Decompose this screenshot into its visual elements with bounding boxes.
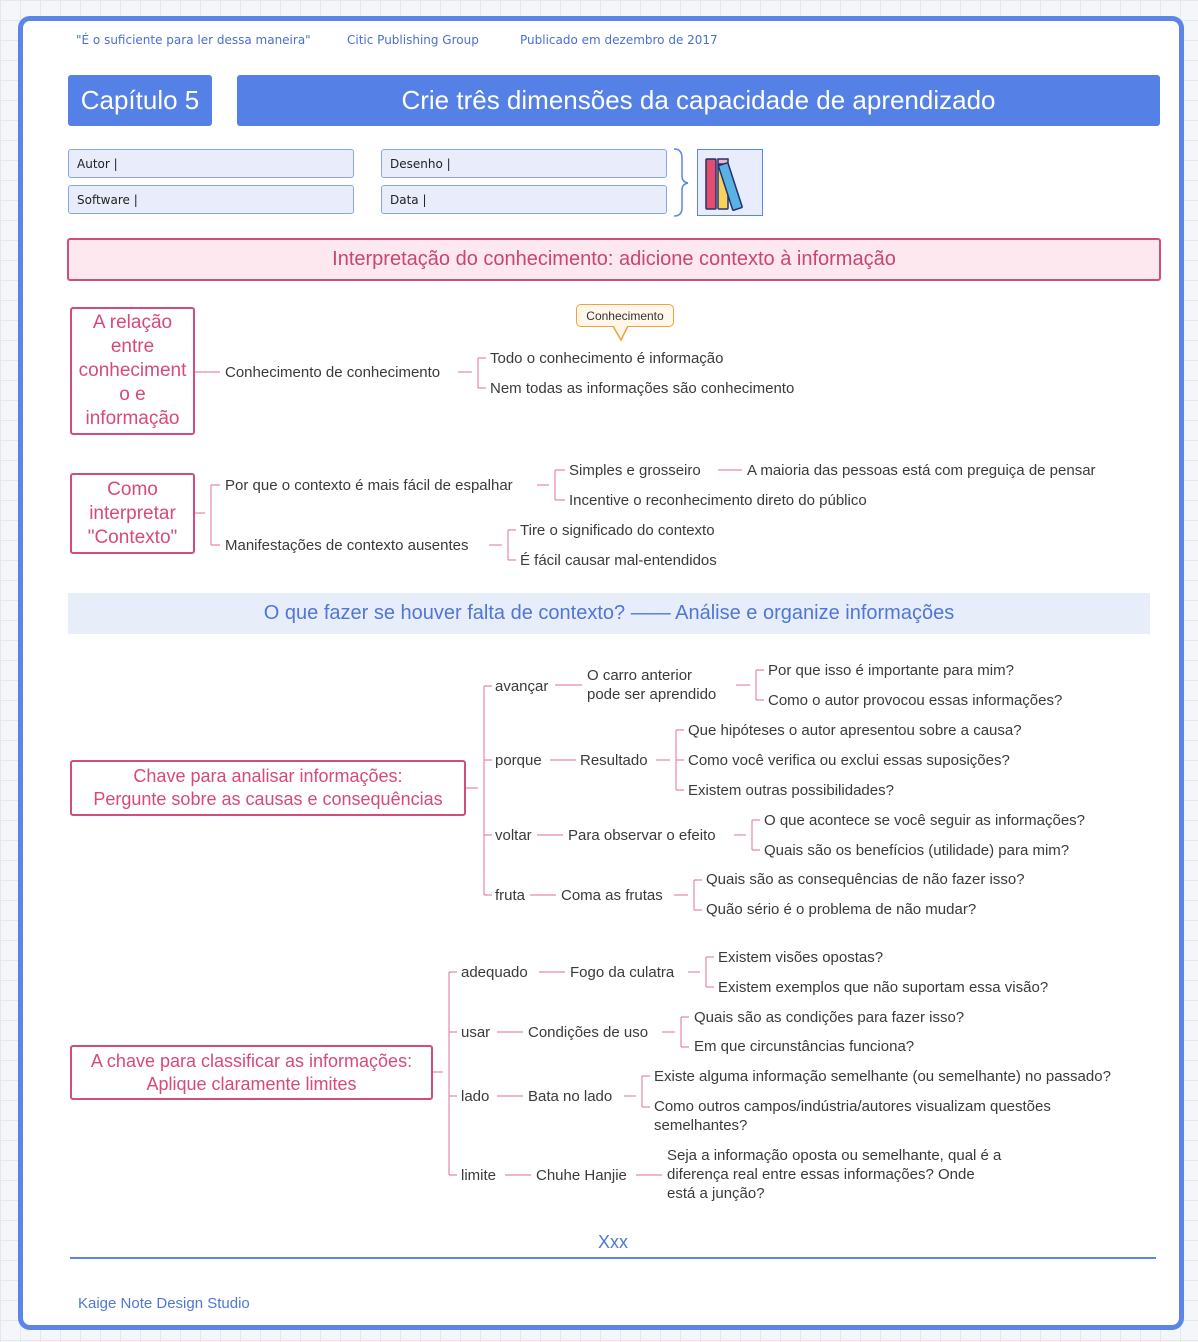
- branch-node: Para observar o efeito: [568, 827, 716, 844]
- publisher: Citic Publishing Group: [347, 33, 479, 47]
- spread-node: Por que o contexto é mais fácil de espalhar: [225, 477, 513, 494]
- leaf: Existem exemplos que não suportam essa visão?: [718, 979, 1049, 996]
- branch-label: porque: [495, 752, 542, 769]
- leaf: Existem outras possibilidades?: [688, 782, 894, 799]
- leaf: Nem todas as informações são conhecimento: [490, 380, 795, 397]
- branch-node: Condições de uso: [528, 1024, 649, 1041]
- branch-node: Fogo da culatra: [570, 964, 675, 981]
- branch-node: O carro anterior pode ser aprendido: [587, 667, 717, 703]
- leaf: Como você verifica ou exclui essas suposições?: [688, 752, 1010, 769]
- leaf: Quão sério é o problema de não mudar?: [706, 901, 977, 918]
- section1-title: Interpretação do conhecimento: adicione contexto à informação: [67, 238, 1161, 281]
- callout-pointer: [612, 325, 632, 343]
- leaf: Como outros campos/indústria/autores visualizam questões semelhantes?: [654, 1098, 1051, 1134]
- software-field[interactable]: Software |: [68, 185, 354, 214]
- book-title: "É o suficiente para ler dessa maneira": [76, 33, 311, 47]
- branch-label: usar: [461, 1024, 491, 1041]
- footer-divider: [70, 1257, 1156, 1259]
- section2-title: O que fazer se houver falta de contexto? —— Análise e organize informações: [68, 593, 1150, 634]
- footer-center-text: Xxx: [597, 1232, 628, 1252]
- leaf: Simples e grosseiro: [569, 462, 701, 479]
- chapter-label: Capítulo 5: [68, 75, 212, 126]
- leaf: É fácil causar mal-entendidos: [520, 552, 717, 569]
- leaf: Quais são as consequências de não fazer isso?: [706, 871, 1025, 888]
- missing-context-node: Manifestações de contexto ausentes: [225, 537, 469, 554]
- leaf: Tire o significado do contexto: [520, 522, 715, 539]
- date-field[interactable]: Data |: [381, 185, 667, 214]
- drawing-field[interactable]: Desenho |: [381, 149, 667, 178]
- leaf: Todo o conhecimento é informação: [490, 350, 724, 367]
- branch-label: fruta: [495, 887, 526, 904]
- classification-root-box: A chave para classificar as informações: Aplique claramente limites: [70, 1045, 433, 1100]
- leaf: Quais são os benefícios (utilidade) para mim?: [764, 842, 1070, 859]
- knowledge-callout: Conhecimento: [576, 304, 674, 327]
- chapter-title: Crie três dimensões da capacidade de aprendizado: [237, 75, 1160, 126]
- leaf: A maioria das pessoas está com preguiça de pensar: [747, 462, 1096, 479]
- leaf: Seja a informação oposta ou semelhante, qual é a diferença real entre essas informações? Onde está a junção?: [667, 1147, 1002, 1202]
- leaf: Por que isso é importante para mim?: [768, 662, 1014, 679]
- branch-node: Bata no lado: [528, 1088, 613, 1105]
- leaf: Existe alguma informação semelhante (ou semelhante) no passado?: [654, 1068, 1111, 1085]
- branch-label: voltar: [495, 827, 532, 844]
- leaf: Como o autor provocou essas informações?: [768, 692, 1063, 709]
- analysis-root-box: Chave para analisar informações: Pergunte sobre as causas e consequências: [70, 760, 466, 816]
- branch-node: Coma as frutas: [561, 887, 663, 904]
- leaf: O que acontece se você seguir as informações?: [764, 812, 1086, 829]
- leaf: Quais são as condições para fazer isso?: [694, 1009, 965, 1026]
- knowledge-node: Conhecimento de conhecimento: [225, 364, 441, 381]
- branch-node: Chuhe Hanjie: [536, 1167, 627, 1184]
- branch-label: limite: [461, 1167, 497, 1184]
- relation-root-box: A relação entre conheciment o e informação: [70, 307, 195, 435]
- branch-label: adequado: [461, 964, 528, 981]
- publish-date: Publicado em dezembro de 2017: [520, 33, 718, 47]
- leaf: Em que circunstâncias funciona?: [694, 1038, 915, 1055]
- leaf: Existem visões opostas?: [718, 949, 884, 966]
- branch-label: avançar: [495, 678, 549, 695]
- leaf: Que hipóteses o autor apresentou sobre a causa?: [688, 722, 1022, 739]
- branch-node: Resultado: [580, 752, 648, 769]
- author-field[interactable]: Autor |: [68, 149, 354, 178]
- studio-credit: Kaige Note Design Studio: [78, 1295, 250, 1312]
- context-root-box: Como interpretar "Contexto": [70, 473, 195, 554]
- leaf: Incentive o reconhecimento direto do público: [569, 492, 867, 509]
- branch-label: lado: [461, 1088, 490, 1105]
